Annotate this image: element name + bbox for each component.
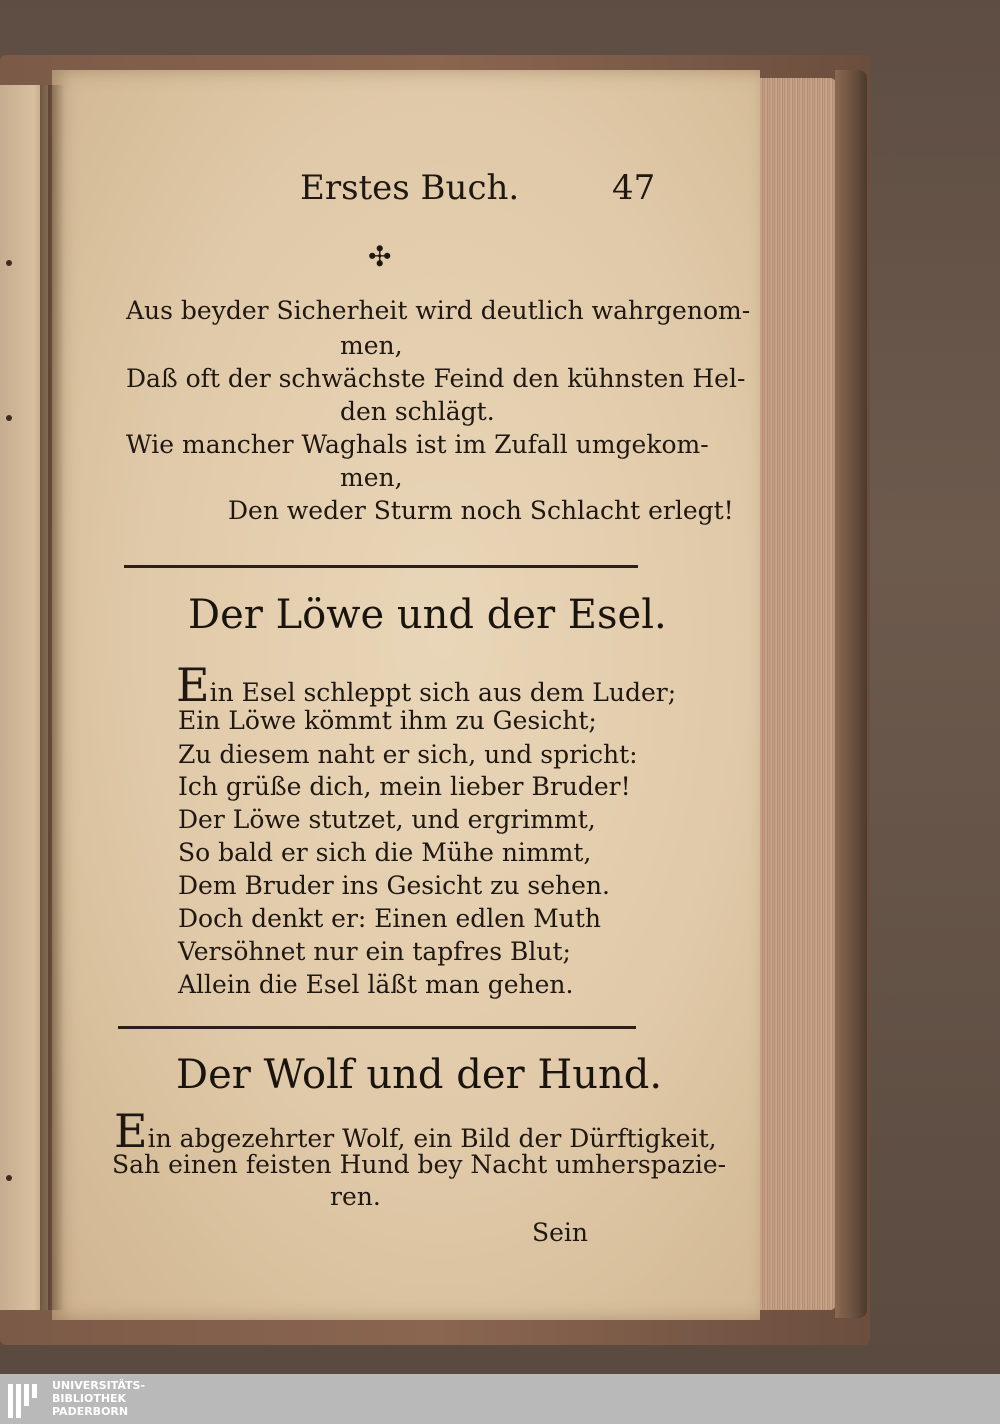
verse-text: in abgezehrter Wolf, ein Bild der Dürftigkeit, — [147, 1124, 717, 1153]
ornament-icon: ✣ — [368, 240, 392, 273]
verse-line: Versöhnet nur ein tapfres Blut; — [178, 937, 571, 966]
cover-edge — [835, 70, 867, 1318]
verse-line: men, — [340, 331, 403, 360]
verse-line: Ich grüße dich, mein lieber Bruder! — [178, 772, 631, 801]
verse-line: Daß oft der schwächste Feind den kühnsten Hel- — [126, 364, 746, 393]
gutter-shadow — [40, 85, 64, 1310]
catchword: Sein — [532, 1218, 589, 1247]
section-rule — [124, 565, 638, 568]
section-rule — [118, 1026, 636, 1029]
library-name-line: PADERBORN — [52, 1405, 129, 1418]
ink-mark — [6, 260, 12, 266]
verse-text: in Esel schleppt sich aus dem Luder; — [209, 678, 677, 707]
verse-line: So bald er sich die Mühe nimmt, — [178, 838, 592, 867]
drop-cap: E — [176, 658, 210, 712]
verse-line: men, — [340, 463, 403, 492]
library-name — [52, 1379, 145, 1418]
page-edges — [748, 78, 836, 1310]
verse-line: Der Löwe stutzet, und ergrimmt, — [178, 805, 596, 834]
library-footer — [0, 1374, 1000, 1424]
library-name-line: BIBLIOTHEK — [52, 1392, 127, 1405]
verse-line: Sah einen feisten Hund bey Nacht umherspazie- — [112, 1150, 727, 1179]
verse-line: den schlägt. — [340, 397, 495, 426]
verse-line-first — [114, 1104, 717, 1158]
fable-title: Der Löwe und der Esel. — [188, 592, 667, 638]
verse-line: Aus beyder Sicherheit wird deutlich wahrgenom- — [126, 296, 751, 325]
page-number: 47 — [612, 168, 656, 208]
verse-line: Zu diesem naht er sich, und spricht: — [178, 740, 638, 769]
verse-line: Doch denkt er: Einen edlen Muth — [178, 904, 601, 933]
verse-line: Den weder Sturm noch Schlacht erlegt! — [228, 496, 734, 525]
fable-title: Der Wolf und der Hund. — [176, 1052, 663, 1098]
verse-line: ren. — [330, 1182, 381, 1211]
running-head: Erstes Buch. — [300, 168, 520, 208]
library-name-line: UNIVERSITÄTS- — [52, 1379, 146, 1392]
ink-mark — [6, 1175, 12, 1181]
library-logo-icon — [6, 1382, 44, 1420]
verse-line-first — [176, 658, 677, 712]
verse-line: Allein die Esel läßt man gehen. — [178, 970, 574, 999]
ink-mark — [6, 415, 12, 421]
verse-line: Dem Bruder ins Gesicht zu sehen. — [178, 871, 610, 900]
verse-line: Wie mancher Waghals ist im Zufall umgekom- — [126, 430, 709, 459]
drop-cap: E — [114, 1104, 148, 1158]
verse-line: Ein Löwe kömmt ihm zu Gesicht; — [178, 706, 597, 735]
